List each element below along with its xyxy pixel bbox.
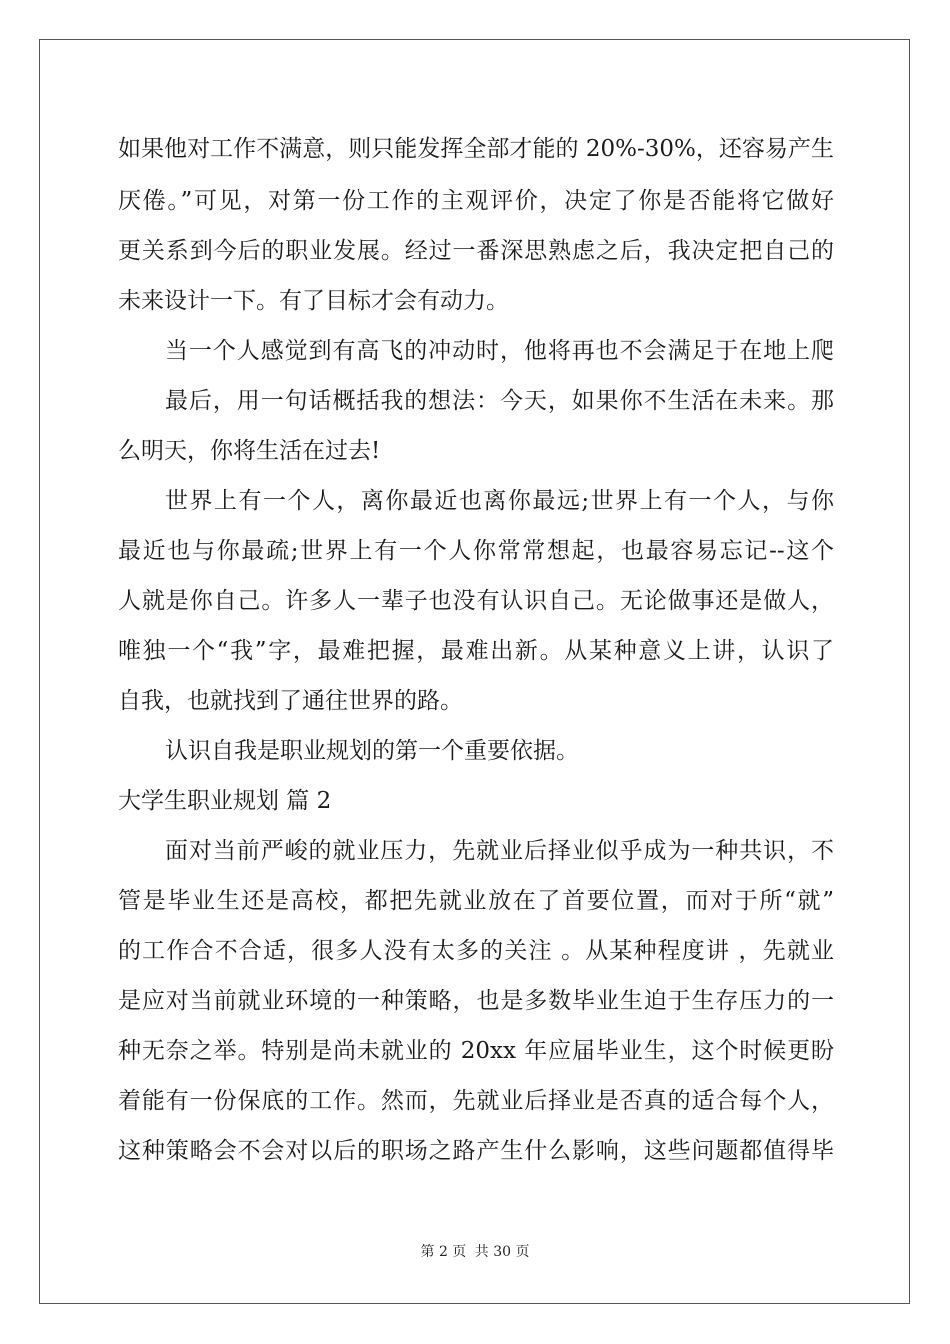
text-line: 如果他对工作不满意，则只能发挥全部才能的 20%-30%，还容易产生 <box>118 136 834 162</box>
text-line: 唯独一个“我”字，最难把握，最难出新。从某种意义上讲，认识了 <box>118 638 834 664</box>
text-line: 人就是你自己。许多人一辈子也没有认识自己。无论做事还是做人， <box>118 588 834 614</box>
page-total: 共 30 页 <box>474 1244 530 1260</box>
text-line: 这种策略会不会对以后的职场之路产生什么影响，这些问题都值得毕 <box>118 1138 834 1164</box>
text-line: 认识自我是职业规划的第一个重要依据。 <box>165 738 579 764</box>
section-heading: 大学生职业规划 篇 2 <box>118 788 332 814</box>
text-line: 世界上有一个人，离你最近也离你最远;世界上有一个人，与你 <box>165 488 834 514</box>
text-line: 种无奈之举。特别是尚未就业的 20xx 年应届毕业生，这个时候更盼 <box>118 1038 834 1064</box>
text-line: 是应对当前就业环境的一种策略，也是多数毕业生迫于生存压力的一 <box>118 988 834 1014</box>
page-number: 第 2 页 <box>420 1244 467 1260</box>
text-line: 面对当前严峻的就业压力，先就业后择业似乎成为一种共识，不 <box>165 838 834 864</box>
text-line: 的工作合不合适，很多人没有太多的关注 。从某种程度讲 ，先就业 <box>118 938 834 964</box>
text-line: 厌倦。”可见，对第一份工作的主观评价，决定了你是否能将它做好 <box>118 188 834 214</box>
text-line: 自我，也就找到了通往世界的路。 <box>118 688 463 714</box>
text-line: 最近也与你最疏;世界上有一个人你常常想起，也最容易忘记--这个 <box>118 538 834 564</box>
text-line: 最后，用一句话概括我的想法：今天，如果你不生活在未来。那 <box>165 388 834 414</box>
text-line: 未来设计一下。有了目标才会有动力。 <box>118 288 509 314</box>
text-line: 管是毕业生还是高校，都把先就业放在了首要位置，而对于所“就” <box>118 888 834 914</box>
text-line: 么明天，你将生活在过去! <box>118 438 381 464</box>
page-footer <box>0 1243 950 1261</box>
text-line: 着能有一份保底的工作。然而，先就业后择业是否真的适合每个人， <box>118 1088 834 1114</box>
text-line: 更关系到今后的职业发展。经过一番深思熟虑之后，我决定把自己的 <box>118 238 834 264</box>
text-line: 当一个人感觉到有高飞的冲动时，他将再也不会满足于在地上爬 <box>165 338 834 364</box>
